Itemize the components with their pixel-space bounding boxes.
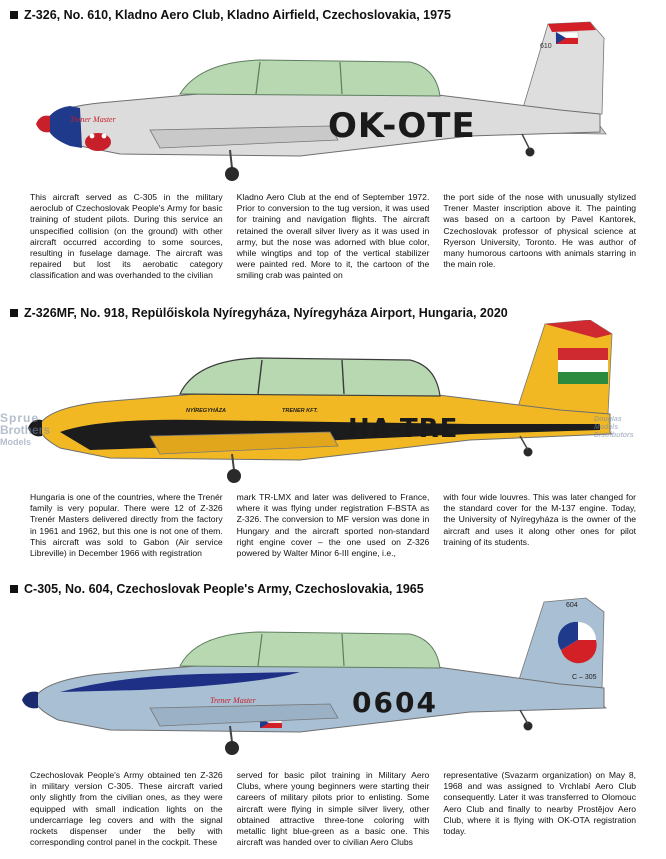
aircraft-profile-0604 [0, 592, 666, 762]
aircraft-profile-ha-tre [0, 320, 666, 490]
text-column: Hungaria is one of the countries, where the Trenér family is very popular. There were 12 of Z-326 Trenér Masters delivered directly from the factory in 1961 and 1962, but this one is not one of them. This aircraft was sold to Gabon (Air service Libreville) in December 1966 with registration [30, 492, 223, 559]
section-title [10, 306, 508, 320]
registration-mark: 0604 [352, 686, 438, 719]
registration-mark: HA-TRE [348, 414, 459, 444]
text-column: mark TR-LMX and later was delivered to France, where it was flying under registration F-BSTA as Z-326. The conversion to MF version was done in Hungary and the aircraft sported non-standard right engine cover – the one used on Z-326 powered by Walter Minor 6-III engine, i.e., [236, 492, 430, 559]
registration-mark: OK-OTE [328, 106, 476, 146]
section-title-text: Z-326, No. 610, Kladno Aero Club, Kladno Airfield, Czechoslovakia, 1975 [24, 8, 451, 22]
bullet-square [10, 309, 18, 317]
text-column: representative (Svazarm organization) on May 8, 1968 and was assigned to Vrchlabí Aero Club consequently. Later it was transferred to Olomouc Aero Club and finally to nearby Prostějov Aero Club, where it is flying with OK-OTA registration today. [443, 770, 637, 837]
text-column: Czechoslovak People's Army obtained ten Z-326 in military version C-305. These aircraft varied only slightly from the civilian ones, as they were equipped with small indication lights on the undercarriage leg covers and with the signal rockets dispenser under the belly with corresponding control panel in the cockpit. These [30, 770, 223, 848]
text-column: the port side of the nose with unusually stylized Trener Master inscription above it. The painting was based on a cartoon by Pavel Kantorek, Czechoslovak professor of physical science at Ryerson University, Toronto. He was author of many humorous cartoons with animals starring in the main role. [443, 192, 637, 270]
tail-code: C – 305 [572, 674, 597, 681]
tail-number: 610 [540, 43, 552, 50]
section-title-text: C-305, No. 604, Czechoslovak People's Army, Czechoslovakia, 1965 [24, 582, 424, 596]
watermark-right-logo: Douglas Models Distributors [594, 416, 634, 439]
profile-section-3 [0, 582, 666, 859]
text-column: This aircraft served as C-305 in the military aeroclub of Czechoslovak People's Army for basic training of student pilots. During this service an unspecified collision (on the ground) with other aircraft occurred according to some sources, resulting in fuselage damage. The aircraft was repaired but lost its aerobatic category classification and was overhanded to the civilian [30, 192, 223, 281]
text-columns [30, 770, 636, 848]
text-columns [30, 492, 636, 559]
text-column: Kladno Aero Club at the end of September 1972. Prior to conversion to the tug version, it was used for training and navigation flights. The aircraft retained the overall silver livery as it was used in army, but the nose was adorned with blue color, while wingtips and top of the vertical stabilizer were painted red. More to it, the cartoon of the smiling crab was painted on [236, 192, 430, 281]
profile-section-2 [0, 296, 666, 581]
section-title-text: Z-326MF, No. 918, Repülőiskola Nyíregyháza, Nyíregyháza Airport, Hungaria, 2020 [24, 306, 508, 320]
watermark-left-logo: Sprue Brothers Models [0, 411, 51, 447]
tail-number: 604 [566, 602, 578, 609]
text-columns [30, 192, 636, 282]
side-text-company: TRENER KFT. [282, 408, 318, 414]
text-column: with four wide louvres. This was later changed for the standard cover for the M-137 engine. Today, the University of Nyíregyháza is the owner of the aircraft and uses it along other ones for pilot training of its students. [443, 492, 637, 547]
nose-art-text: Trener Master [210, 696, 256, 705]
side-text-city: NYÍREGYHÁZA [186, 408, 227, 414]
profile-section-1 [0, 0, 666, 290]
nose-art-text: Trener Master [70, 115, 116, 124]
text-column: served for basic pilot training in Military Aero Clubs, where young beginners were starting their careers of military pilots prior to enlisting. Some aircraft were flying in simple silver livery, other obtained attractive three-tone coloring with metallic light blue-green as a basic one. This aircraft was handed over to civilian Aero Clubs [236, 770, 430, 848]
